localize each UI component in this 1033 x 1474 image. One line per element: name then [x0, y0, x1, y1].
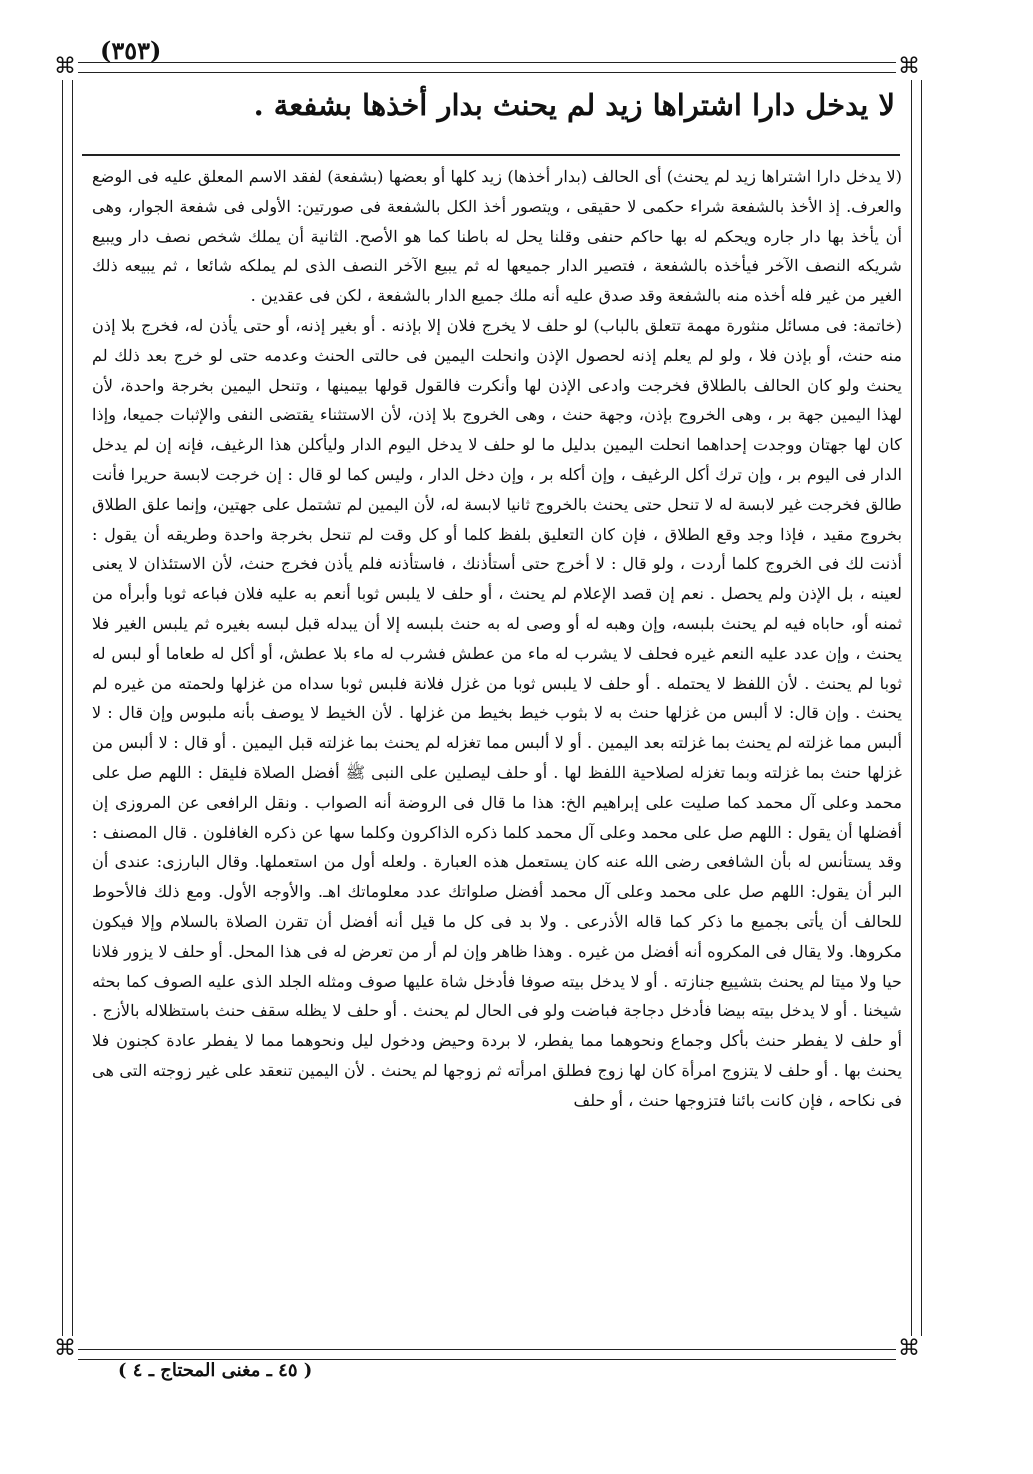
- commentary-text: [92, 162, 902, 1332]
- corner-ornament-icon: ⌘: [898, 1336, 920, 1361]
- corner-ornament-icon: ⌘: [898, 54, 920, 79]
- commentary-paragraph: (لا يدخل دارا اشتراها زيد لم يحنث) أى الحالف (بدار أخذها) زيد كلها أو بعضها (بشفعة) لفقد الاسم المعلق عليه فى الوضع والعرف. إذ الأخذ بالشفعة شراء حكمى لا حقيقى ، ويتصور أخذ الكل بالشفعة فى صورتين: الأولى فى شفعة الجوار، وهى أن يأخذ بها دار جاره ويحكم له بها حاكم حنفى وقلنا يحل له باطنا كما هو الأصح. الثانية أن يملك شخص نصف دار ويبيع شريكه النصف الآخر فيأخذه بالشفعة ، فتصير الدار جميعها له ثم يبيع الآخر النصف الذى لم يملكه شائعا ، ثم يبيعه ذلك الغير من غير فله أخذه منه بالشفعة وقد صدق عليه أنه ملك جميع الدار بالشفعة ، لكن فى عقدين .: [92, 167, 902, 306]
- corner-ornament-icon: ⌘: [54, 1336, 76, 1361]
- commentary-paragraph: (خاتمة: فى مسائل منثورة مهمة تتعلق بالباب) لو حلف لا يخرج فلان إلا بإذنه . أو بغير إذنه، أو حتى يأذن له، فخرج بلا إذن منه حنث، أو بإذن فلا ، ولو لم يعلم إذنه لحصول الإذن وانحلت اليمين فى حالتى الحنث وعدمه حتى لو خرج بعد ذلك لم يحنث ولو كان الحالف بالطلاق فخرجت وادعى الإذن لها وأنكرت فالقول قولها بيمينها ، وتنحل اليمين بخرجة واحدة، لأن لهذا اليمين جهة بر ، وهى الخروج بإذن، وجهة حنث ، وهى الخروج بلا إذن، لأن الاستثناء يقتضى النفى والإثبات جميعا، وإذا كان لها جهتان ووجدت إحداهما انحلت اليمين بدليل ما لو حلف لا يدخل اليوم الدار وليأكلن هذا الرغيف، فإنه إن لم يدخل الدار فى اليوم بر ، وإن ترك أكل الرغيف ، وإن أكله بر ، وإن دخل الدار ، وليس كما لو قال : إن خرجت لابسة حريرا فأنت طالق فخرجت غير لابسة له لا تنحل حتى يحنث بالخروج ثانيا لابسة له، لأن اليمين لم تشتمل على جهتين، وإنما علق الطلاق بخروج مقيد ، فإذا وجد وقع الطلاق ، فإن كان التعليق بلفظ كلما أو كل وقت لم تنحل بخرجة واحدة وطريقه أن يقول : أذنت لك فى الخروج كلما أردت ، ولو قال : لا أخرج حتى أستأذنك ، فاستأذنه فلم يأذن فخرج حنث، لأن الاستئذان لا يعنى لعينه ، بل الإذن ولم يحصل . نعم إن قصد الإعلام لم يحنث ، أو حلف لا يلبس ثوبا أنعم به عليه فلان فباعه ثوبا وأبرأه من ثمنه أو، حاباه فيه لم يحنث بلبسه، وإن وهبه له أو وصى له به حنث بلبسه إلا أن يبدله قبل لبسه بغيره ثم يلبس الغير فلا يحنث ، وإن عدد عليه النعم غيره فحلف لا يشرب له ماء من عطش فشرب له ماء بلا عطش، أو أكل له طعاما أو لبس له ثوبا لم يحنث . لأن اللفظ لا يحتمله . أو حلف لا يلبس ثوبا من غزل فلانة فلبس ثوبا سداه من غزلها ولحمته من غيره لم يحنث . وإن قال: لا ألبس من غزلها حنث به لا بثوب خيط بخيط من غزلها . لأن الخيط لا يوصف بأنه ملبوس وإن قال : لا ألبس مما غزلته لم يحنث بما غزلته بعد اليمين . أو لا ألبس مما تغزله لم يحنث بما غزلته قبل اليمين . أو قال : لا ألبس من غزلها حنث بما غزلته وبما تغزله لصلاحية اللفظ لها . أو حلف ليصلين على النبى ﷺ أفضل الصلاة فليقل : اللهم صل على محمد وعلى آل محمد كما صليت على إبراهيم الخ: هذا ما قال فى الروضة أنه الصواب . ونقل الرافعى عن المروزى إن أفضلها أن يقول : اللهم صل على محمد وعلى آل محمد كلما ذكره الذاكرون وكلما سها عن ذكره الغافلون . قال المصنف : وقد يستأنس له بأن الشافعى رضى الله عنه كان يستعمل هذه العبارة . ولعله أول من استعملها. وقال البارزى: عندى أن البر أن يقول: اللهم صل على محمد وعلى آل محمد أفضل صلواتك عدد معلوماتك اهـ. والأوجه الأول. ومع ذلك فالأحوط للحالف أن يأتى بجميع ما ذكر كما قاله الأذرعى . ولا بد فى كل ما قيل أنه أفضل أن تقرن الصلاة بالسلام وإلا فيكون مكروها. ولا يقال فى المكروه أنه أفضل من غيره . وهذا ظاهر وإن لم أر من تعرض له فى هذا المحل. أو حلف لا يزور فلانا حيا ولا ميتا لم يحنث بتشييع جنازته . أو لا يدخل بيته صوفا فأدخل شاة عليها صوف ومثله الجلد الذى عليه الصوف كما بحثه شيخنا . أو لا يدخل بيته بيضا فأدخل دجاجة فباضت ولو فى الحال لم يحنث . أو حلف لا يظله سقف حنث باستظلاله بالأزج . أو حلف لا يفطر حنث بأكل وجماع ونحوهما مما يفطر، لا بردة وحيض ودخول ليل ونحوهما مما لا يفطر عادة كجنون فلا يحنث بها . أو حلف لا يتزوج امرأة كان لها زوج فطلق امرأته ثم زوجها لم يحنث . لأن اليمين تنعقد على غير زوجته التى هى فى نكاحه ، فإن كانت بائنا فتزوجها حنث ، أو حلف: [92, 315, 902, 1110]
- corner-ornament-icon: ⌘: [54, 54, 76, 79]
- divider: [82, 154, 900, 156]
- page-number: (٣٥٣): [100, 36, 162, 65]
- signature-footer: ( ٤٥ ـ مغنى المحتاج ـ ٤ ): [118, 1360, 313, 1381]
- matn-text: لا يدخل دارا اشتراها زيد لم يحنث بدار أخذها بشفعة .: [253, 88, 895, 122]
